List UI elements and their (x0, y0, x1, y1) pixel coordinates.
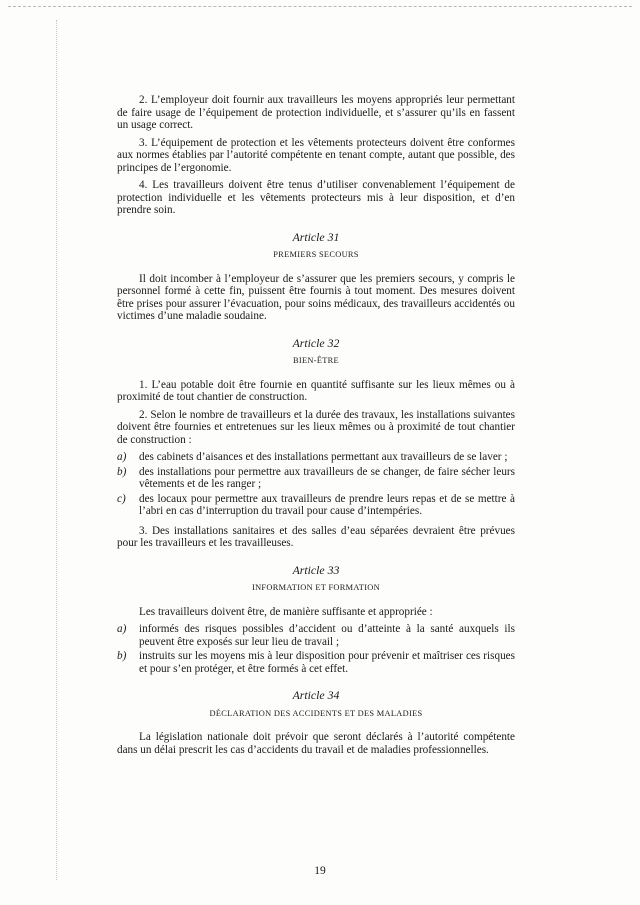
article-title: Article 32 (292, 335, 340, 350)
list-item-marker: b) (117, 650, 127, 662)
paragraph: 1. L’eau potable doit être fournie en quantité suffisante sur les lieux mêmes ou à proximité de tout chantier de construction. (117, 378, 515, 403)
list-item (117, 466, 515, 491)
list-item (117, 493, 515, 518)
list-item (117, 451, 515, 464)
article-subheading: PREMIERS SECOURS (273, 250, 359, 259)
scan-edge-line (8, 6, 632, 7)
list-item-text: informés des risques possibles d’accident ou d’atteinte à la santé auxquels ils peuvent être exposés sur leur lieu de travail ; (139, 623, 515, 648)
paragraph: 4. Les travailleurs doivent être tenus d’utiliser convenablement l’équipement de protection individuelle et les vêtements protecteurs mis à leur disposition, et d’en prendre soin. (117, 179, 515, 216)
list-item-text: instruits sur les moyens mis à leur disposition pour prévenir et maîtriser ces risques et pour s’en protéger, et être formés à cet effet. (139, 650, 515, 675)
list-item (117, 623, 515, 648)
list-item-text: des cabinets d’aisances et des installations permettant aux travailleurs de se laver ; (139, 451, 508, 463)
article-subheading: INFORMATION ET FORMATION (251, 583, 381, 592)
article-title: Article 33 (292, 562, 340, 577)
list-item-marker: b) (117, 465, 127, 478)
article-subheading: DÉCLARATION DES ACCIDENTS ET DES MALADIES (209, 708, 423, 718)
enumerated-list (117, 451, 515, 518)
paragraph: 2. Selon le nombre de travailleurs et la durée des travaux, les installations suivantes doivent être fournies et entretenues sur les lieux mêmes ou à proximité de tout chantier de construction : (117, 408, 515, 446)
article-title: Article 34 (292, 688, 340, 702)
page-body (117, 94, 515, 770)
article-subheading: BIEN-ÊTRE (293, 356, 339, 365)
enumerated-list (117, 623, 515, 675)
list-item-marker: a) (117, 451, 127, 463)
paragraph: 3. Des installations sanitaires et des salles d’eau séparées devraient être prévues pour les travailleurs et les travailleuses. (117, 524, 515, 549)
page-number: 19 (314, 865, 326, 877)
paragraph: La législation nationale doit prévoir que seront déclarés à l’autorité compétente dans un délai prescrit les cas d’accidents du travail et de maladies professionnelles. (117, 731, 515, 756)
paragraph: 2. L’employeur doit fournir aux travailleurs les moyens appropriés leur permettant de faire usage de l’équipement de protection individuelle, et s’assurer qu’ils en fassent un usage correct. (117, 94, 515, 131)
paragraph: Il doit incomber à l’employeur de s’assurer que les premiers secours, y compris le personnel formé à cette fin, puissent être fournis à tout moment. Des mesures doivent être prises pour assurer l’évacuation, pour soins médicaux, des travailleurs accidentés ou victimes d’une maladie soudaine. (117, 272, 515, 322)
list-item (117, 650, 515, 675)
article-title: Article 31 (292, 229, 340, 244)
list-item-text: des installations pour permettre aux travailleurs de se changer, de faire sécher leurs vêtements et de les ranger ; (139, 465, 515, 490)
list-item-marker: a) (117, 623, 127, 635)
paragraph: 3. L’équipement de protection et les vêtements protecteurs doivent être conformes aux normes établies par l’autorité compétente en tenant compte, autant que possible, des principes de l’ergonomie. (117, 136, 515, 174)
list-item-text: des locaux pour permettre aux travailleurs de prendre leurs repas et de se mettre à l’abri en cas d’interruption du travail pour cause d’intempéries. (139, 492, 515, 517)
paragraph: Les travailleurs doivent être, de manière suffisante et appropriée : (139, 605, 433, 618)
scan-margin-marks (56, 20, 57, 880)
list-item-marker: c) (117, 492, 126, 505)
